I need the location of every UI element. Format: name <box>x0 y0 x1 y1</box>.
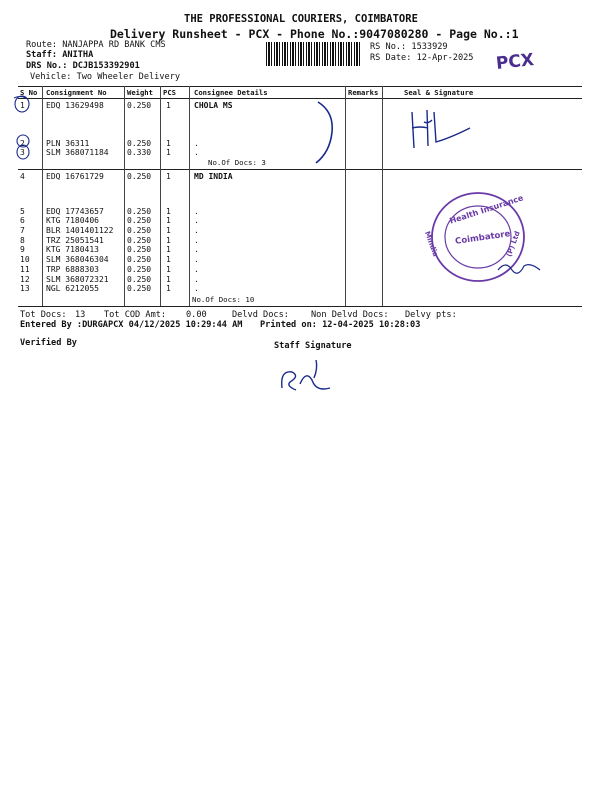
row-consignment: EDQ 17743657 <box>46 207 104 216</box>
table-col-divider <box>124 86 125 306</box>
col-remarks: Remarks <box>348 88 379 97</box>
row-consignment: SLM 368072321 <box>46 275 109 284</box>
row-consignment: KTG 7180406 <box>46 216 99 225</box>
row-pcs: 1 <box>166 216 171 225</box>
col-consignment: Consignment No <box>46 88 107 97</box>
stamp-text-center: Coimbatore <box>454 229 511 247</box>
row-pcs: 1 <box>166 148 171 157</box>
row-consignment: NGL 6212055 <box>46 284 99 293</box>
row-pcs: 1 <box>166 245 171 254</box>
vehicle-text: Vehicle: Two Wheeler Delivery <box>30 72 181 82</box>
table-col-divider <box>160 86 161 306</box>
row-consignee: MD INDIA <box>194 172 233 181</box>
row-consignment: PLN 36311 <box>46 139 90 148</box>
row-weight: 0.250 <box>127 101 152 110</box>
row-sno: 1 <box>20 101 25 110</box>
printed-on: Printed on: 12-04-2025 10:28:03 <box>260 320 421 330</box>
row-pcs: 1 <box>166 172 171 181</box>
row-weight: 0.250 <box>127 226 152 235</box>
row-sno: 11 <box>20 265 30 274</box>
row-weight: 0.250 <box>127 245 152 254</box>
row-weight: 0.250 <box>127 236 152 245</box>
staff-signature-mark <box>282 360 330 390</box>
row-consignment: TRP 6888303 <box>46 265 99 274</box>
row-pcs: 1 <box>166 226 171 235</box>
group-doc-count: No.Of Docs: 3 <box>208 158 266 167</box>
entered-by: Entered By :DURGAPCX 04/12/2025 10:29:44 AM <box>20 320 243 330</box>
row-consignment: KTG 7180413 <box>46 245 99 254</box>
header-bottom-border <box>18 98 582 99</box>
total-docs-label: Tot Docs: <box>20 310 67 320</box>
non-delivered-docs-label: Non Delvd Docs: <box>311 310 389 320</box>
row-weight: 0.250 <box>127 172 152 181</box>
col-weight: Weight <box>127 88 153 97</box>
table-col-divider <box>42 86 43 306</box>
total-cod-value: 0.00 <box>186 310 207 320</box>
pcx-stamp: PCX <box>495 50 535 74</box>
row-weight: 0.250 <box>127 139 152 148</box>
col-sno: S No <box>20 88 38 97</box>
seal-stamp-signature <box>498 265 540 274</box>
row-sno: 3 <box>20 148 25 157</box>
row-weight: 0.250 <box>127 284 152 293</box>
rs-date: RS Date: 12-Apr-2025 <box>370 53 474 63</box>
staff-signature-label: Staff Signature <box>274 341 352 351</box>
row-consignee: . <box>194 148 199 157</box>
delivery-points-label: Delvy pts: <box>405 310 457 320</box>
row-pcs: 1 <box>166 265 171 274</box>
row-sno: 6 <box>20 216 25 225</box>
row-weight: 0.250 <box>127 255 152 264</box>
delivered-docs-label: Delvd Docs: <box>232 310 289 320</box>
row-sno: 9 <box>20 245 25 254</box>
seal-signature-hl <box>412 110 470 148</box>
row-sno: 7 <box>20 226 25 235</box>
table-bottom-border <box>18 306 582 307</box>
runsheet-subtitle: Delivery Runsheet - PCX - Phone No.:9047080280 - Page No.:1 <box>110 27 519 41</box>
row-pcs: 1 <box>166 255 171 264</box>
row-consignee: . <box>194 236 199 245</box>
group-doc-count: No.Of Docs: 10 <box>192 295 255 304</box>
row-consignee: CHOLA MS <box>194 101 233 110</box>
row-consignment: BLR 1401401122 <box>46 226 114 235</box>
row-consignee: . <box>194 139 199 148</box>
table-col-divider <box>382 86 383 306</box>
row-pcs: 1 <box>166 139 171 148</box>
row-sno: 12 <box>20 275 30 284</box>
table-col-divider <box>345 86 346 306</box>
barcode <box>266 42 362 66</box>
row-sno: 10 <box>20 255 30 264</box>
row-pcs: 1 <box>166 236 171 245</box>
bracket-mark <box>316 102 332 163</box>
stamp-text-left: Mindia <box>422 230 440 258</box>
row-pcs: 1 <box>166 207 171 216</box>
total-cod-label: Tot COD Amt: <box>104 310 167 320</box>
row-weight: 0.330 <box>127 148 152 157</box>
drs-number: DRS No.: DCJB153392901 <box>26 61 140 71</box>
stamp-text-top: Health Insurance <box>448 193 525 226</box>
row-consignee: . <box>194 275 199 284</box>
row-consignee: . <box>194 245 199 254</box>
table-top-border <box>18 86 582 87</box>
row-sno: 8 <box>20 236 25 245</box>
rs-number: RS No.: 1533929 <box>370 42 448 52</box>
total-docs-value: 13 <box>75 310 86 320</box>
verified-by: Verified By <box>20 338 77 348</box>
row-consignee: . <box>194 207 199 216</box>
row-consignee: . <box>194 255 199 264</box>
col-pcs: PCS <box>163 88 176 97</box>
col-seal-signature: Seal & Signature <box>404 88 474 97</box>
row-weight: 0.250 <box>127 275 152 284</box>
row-consignment: EDQ 16761729 <box>46 172 104 181</box>
row-consignment: EDQ 13629498 <box>46 101 104 110</box>
stamp-text-right: (P) Ltd <box>505 230 522 258</box>
table-col-divider <box>189 86 190 306</box>
group1-border <box>18 169 582 170</box>
row-weight: 0.250 <box>127 265 152 274</box>
row-pcs: 1 <box>166 275 171 284</box>
col-consignee: Consignee Details <box>194 88 268 97</box>
row-pcs: 1 <box>166 101 171 110</box>
row-consignee: . <box>194 226 199 235</box>
row-consignment: SLM 368071184 <box>46 148 109 157</box>
route-text: Route: NANJAPPA RD BANK CMS <box>26 40 166 50</box>
row-consignee: . <box>194 216 199 225</box>
row-pcs: 1 <box>166 284 171 293</box>
company-title: THE PROFESSIONAL COURIERS, COIMBATORE <box>184 13 418 25</box>
staff-text: Staff: ANITHA <box>26 50 94 60</box>
row-sno: 2 <box>20 139 25 148</box>
row-consignment: TRZ 25051541 <box>46 236 104 245</box>
row-consignment: SLM 368046304 <box>46 255 109 264</box>
row-sno: 4 <box>20 172 25 181</box>
row-weight: 0.250 <box>127 207 152 216</box>
row-sno: 5 <box>20 207 25 216</box>
row-consignee: . <box>194 284 199 293</box>
row-sno: 13 <box>20 284 30 293</box>
row-consignee: . <box>194 265 199 274</box>
row-weight: 0.250 <box>127 216 152 225</box>
